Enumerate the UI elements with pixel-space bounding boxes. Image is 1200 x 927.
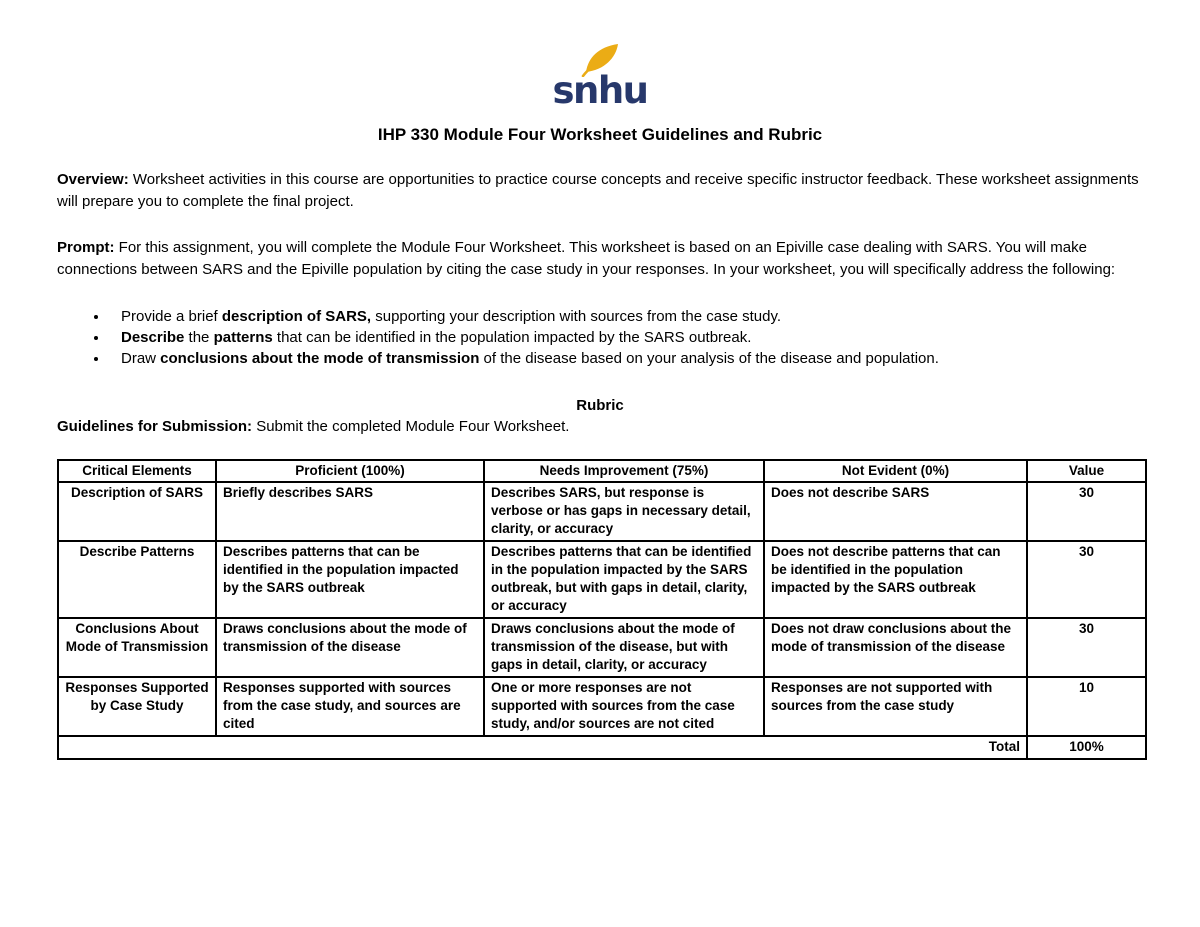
overview-label: Overview: — [57, 171, 129, 188]
page-title: IHP 330 Module Four Worksheet Guidelines and Rubric — [377, 125, 823, 144]
logo-text: snhu — [552, 69, 648, 112]
cell-not-evident: Does not describe SARS — [764, 482, 1027, 541]
bullet-text-bold: description of SARS, — [221, 308, 372, 325]
rubric-table — [57, 459, 1147, 760]
cell-not-evident: Does not describe patterns that can be identified in the population impacted by the SARS outbreak — [764, 541, 1027, 618]
overview-text: Worksheet activities in this course are opportunities to practice course concepts and receive specific instructor feedback. These worksheet assignments will prepare you to complete the final project. — [57, 171, 1139, 210]
table-total-row — [58, 736, 1146, 759]
cell-needs-improvement: Describes SARS, but response is verbose or has gaps in necessary detail, clarity, or accuracy — [484, 482, 764, 541]
bullet-text: of the disease based on your analysis of the disease and population. — [479, 350, 939, 367]
cell-proficient: Describes patterns that can be identified in the population impacted by the SARS outbreak — [216, 541, 484, 618]
header-not-evident: Not Evident (0%) — [764, 460, 1027, 482]
header-value: Value — [1027, 460, 1146, 482]
submission-text: Submit the completed Module Four Worksheet. — [252, 418, 570, 435]
bullet-text: that can be identified in the population impacted by the SARS outbreak. — [272, 329, 752, 346]
cell-value: 30 — [1027, 541, 1146, 618]
prompt-label: Prompt: — [57, 239, 115, 256]
table-row — [58, 618, 1146, 677]
table-header-row — [58, 460, 1146, 482]
cell-element: Conclusions About Mode of Transmission — [58, 618, 216, 677]
total-label: Total — [58, 736, 1027, 759]
cell-needs-improvement: One or more responses are not supported with sources from the case study, and/or sources are not cited — [484, 677, 764, 736]
cell-proficient: Draws conclusions about the mode of transmission of the disease — [216, 618, 484, 677]
submission-label: Guidelines for Submission: — [57, 418, 253, 435]
cell-element: Describe Patterns — [58, 541, 216, 618]
bullet-text-bold: Describe — [121, 329, 185, 346]
header-needs-improvement: Needs Improvement (75%) — [484, 460, 764, 482]
cell-proficient: Briefly describes SARS — [216, 482, 484, 541]
bullet-item-transmission — [109, 348, 1143, 369]
cell-needs-improvement: Describes patterns that can be identified in the population impacted by the SARS outbreak, but with gaps in detail, clarity, or accuracy — [484, 541, 764, 618]
bullet-list — [57, 306, 1143, 369]
header-critical-elements: Critical Elements — [58, 460, 216, 482]
table-row — [58, 482, 1146, 541]
cell-value: 30 — [1027, 482, 1146, 541]
bullet-text: the — [184, 329, 214, 346]
cell-needs-improvement: Draws conclusions about the mode of transmission of the disease, but with gaps in detail, clarity, or accuracy — [484, 618, 764, 677]
prompt-paragraph — [57, 237, 1143, 281]
bullet-item-description — [109, 306, 1143, 327]
bullet-text: supporting your description with sources from the case study. — [371, 308, 781, 325]
bullet-item-patterns — [109, 327, 1143, 348]
bullet-text: Draw — [121, 350, 161, 367]
total-value: 100% — [1027, 736, 1146, 759]
header-proficient: Proficient (100%) — [216, 460, 484, 482]
overview-paragraph — [57, 169, 1143, 213]
table-row — [58, 541, 1146, 618]
prompt-text: For this assignment, you will complete the Module Four Worksheet. This worksheet is based on an Epiville case dealing with SARS. You will make connections between SARS and the Epiville population by citing the case study in your responses. In your worksheet, you will specifically address the following: — [57, 239, 1116, 278]
table-row — [58, 677, 1146, 736]
bullet-text: Provide a brief — [121, 308, 222, 325]
cell-element: Responses Supported by Case Study — [58, 677, 216, 736]
cell-element: Description of SARS — [58, 482, 216, 541]
submission-paragraph — [57, 416, 1143, 437]
cell-value: 10 — [1027, 677, 1146, 736]
cell-value: 30 — [1027, 618, 1146, 677]
bullet-text-bold: patterns — [213, 329, 273, 346]
cell-proficient: Responses supported with sources from the case study, and sources are cited — [216, 677, 484, 736]
cell-not-evident: Does not draw conclusions about the mode of transmission of the disease — [764, 618, 1027, 677]
cell-not-evident: Responses are not supported with sources from the case study — [764, 677, 1027, 736]
snhu-logo — [550, 46, 650, 112]
rubric-heading: Rubric — [576, 397, 624, 414]
bullet-text-bold: conclusions about the mode of transmission — [160, 350, 480, 367]
document-page — [0, 46, 1200, 760]
